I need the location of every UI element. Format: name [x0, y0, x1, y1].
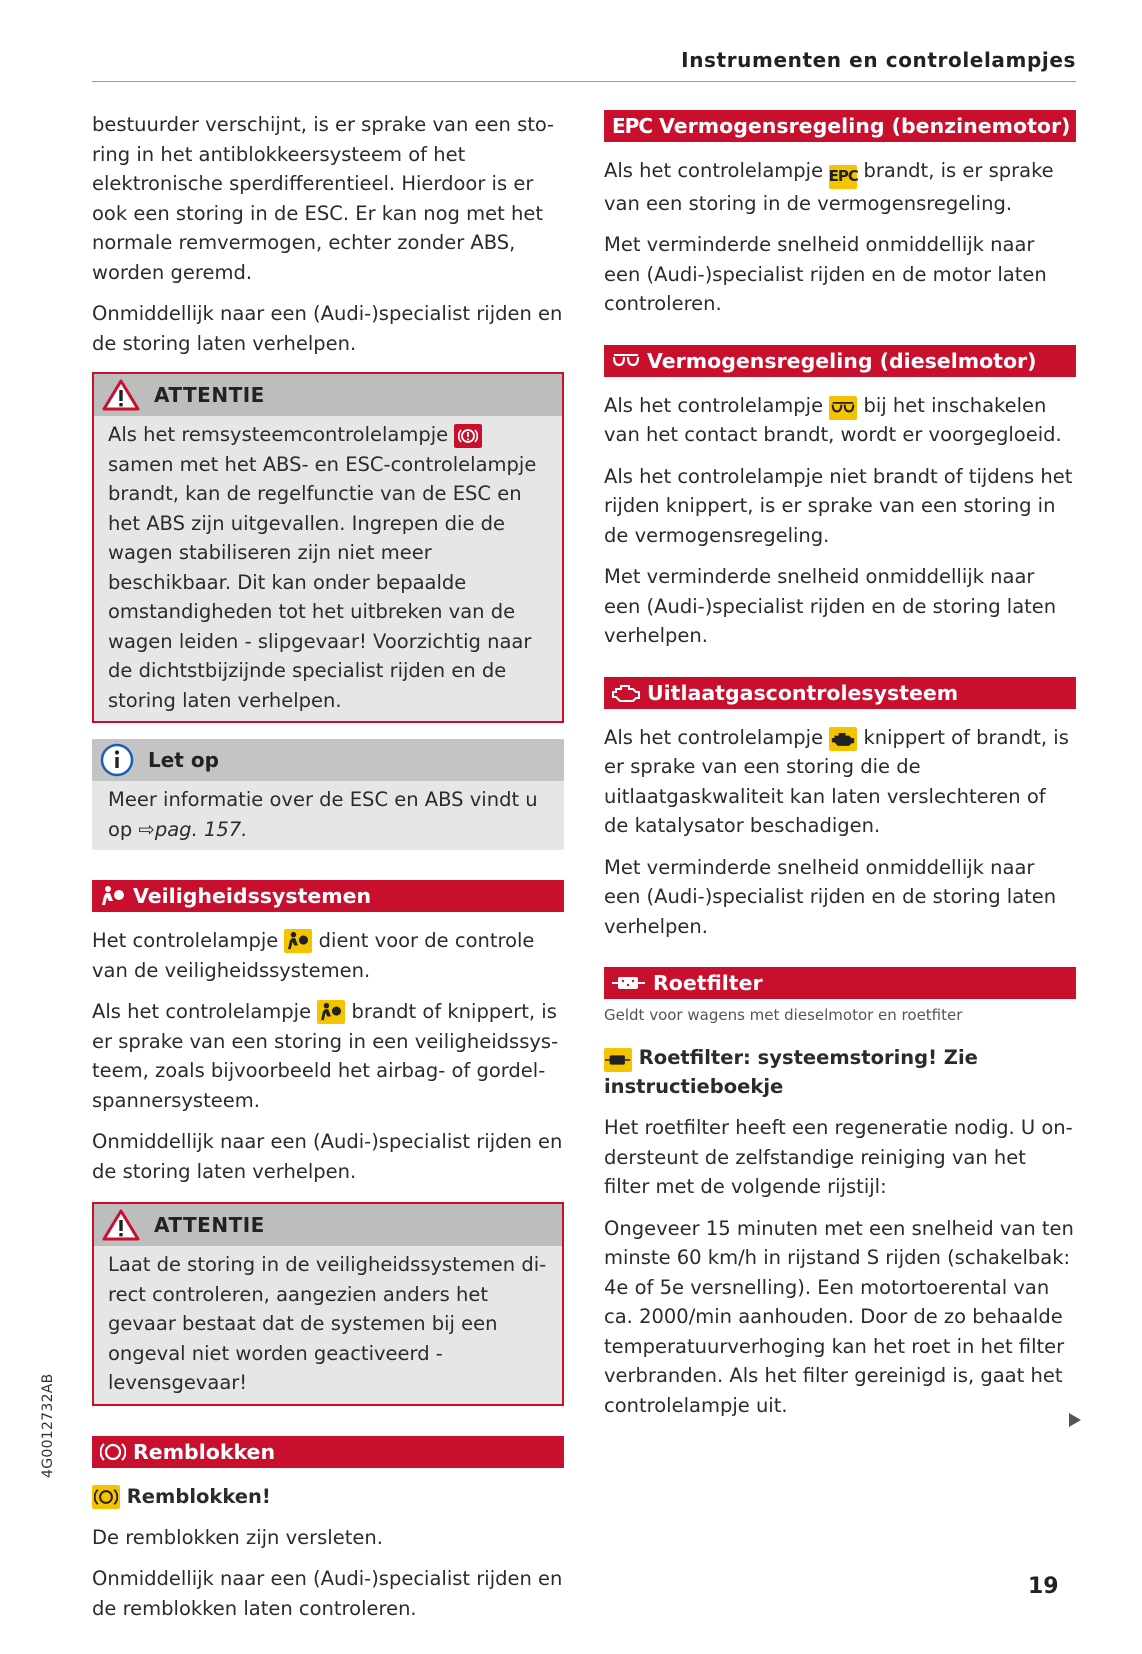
section-header-diesel: Vermogensregeling (dieselmotor)	[604, 345, 1076, 377]
right-column	[604, 110, 1076, 1432]
brake-pad-icon	[100, 1441, 126, 1463]
paragraph: De remblokken zijn versleten.	[92, 1525, 383, 1549]
brake-pad-icon	[92, 1485, 120, 1509]
epc-icon: EPC	[829, 165, 857, 189]
note-box	[92, 739, 564, 850]
attention-text: Laat de storing in de veiligheidssystemen direct controleren, aangezien anders het gevaar bestaat dat de systemen bij een ongeval niet worden geactiveerd - levensgevaar!	[108, 1253, 547, 1394]
attention-box	[92, 372, 564, 723]
running-head: Instrumenten en controlelampjes	[681, 48, 1076, 72]
continue-arrow-icon	[1068, 1412, 1082, 1432]
section-header-brakes: Remblokken	[92, 1436, 564, 1468]
subheading: Roetfilter: systeemstoring! Zie instructieboekje	[604, 1046, 978, 1099]
attention-label: ATTENTIE	[154, 1213, 265, 1237]
document-code: 4G0012732AB	[40, 1373, 56, 1478]
paragraph: Als het controlelampje knippert of brandt, is er sprake van een storing die de uitlaatgaskwaliteit kan laten verslechteren of de katalysator beschadigen.	[604, 725, 1069, 838]
brake-system-warning-icon	[454, 424, 482, 448]
note-label: Let op	[148, 748, 219, 772]
paragraph: Het roetfilter heeft een regeneratie nodig. U ondersteunt de zelfstandige reiniging van het filter met de volgende rijstijl:	[604, 1116, 1073, 1199]
section-header-exhaust: Uitlaatgascontrolesysteem	[604, 677, 1076, 709]
particulate-filter-icon	[604, 1048, 632, 1072]
attention-header	[94, 374, 562, 416]
warning-triangle-icon	[102, 1209, 140, 1241]
paragraph: Onmiddellijk naar een (Audi-)specialist rijden en de remblokken laten controleren.	[92, 1567, 563, 1620]
note-text: Meer informatie over de ESC en ABS vindt u op ⇨pag. 157.	[108, 788, 538, 841]
airbag-icon	[284, 929, 312, 953]
airbag-icon	[317, 1000, 345, 1024]
attention-box	[92, 1202, 564, 1406]
attention-text: Als het remsysteemcontrolelampje samen met het ABS- en ESC-controlelampje brandt, kan de regelfunctie van de ESC en het ABS zijn uitgevallen. Ingrepen die de wagen stabiliseren zijn niet meer beschikbaar. Dit kan onder bepaalde omstandigheden tot het uitbreken van de wagen leiden - slipgevaar! Voorzichtig naar de dichtstbijzijnde specialist rijden en de storing laten verhelpen.	[108, 423, 537, 712]
attention-header	[94, 1204, 562, 1246]
engine-icon	[829, 727, 857, 751]
section-header-dpf: Roetfilter	[604, 967, 1076, 999]
paragraph: Het controlelampje dient voor de controle van de veiligheidssystemen.	[92, 929, 535, 982]
paragraph: bestuurder verschijnt, is er sprake van een storing in het antiblokkeersysteem of het elektronische sperdifferentieel. Hierdoor is er ook een storing in de ESC. Er kan nog met het normale remvermogen, echter zonder ABS, worden geremd.	[92, 113, 554, 284]
page-number: 19	[1028, 1574, 1059, 1599]
glow-plug-icon	[612, 352, 640, 370]
paragraph: Als het controlelampje bij het inschakelen van het contact brandt, wordt er voorgegloeid.	[604, 393, 1062, 447]
paragraph: Met verminderde snelheid onmiddellijk naar een (Audi-)specialist rijden en de motor laten controleren.	[604, 233, 1047, 316]
paragraph: Ongeveer 15 minuten met een snelheid van ten minste 60 km/h in rijstand S rijden (schakelbak: 4e of 5e versnelling). Een motortoerental van ca. 2000/min aanhouden. Door de zo behaalde temperatuurverhoging kan het roet in het filter verbranden. Als het filter gereinigd is, gaat het controlelampje uit.	[604, 1216, 1074, 1417]
attention-label: ATTENTIE	[154, 383, 265, 407]
paragraph: Met verminderde snelheid onmiddellijk naar een (Audi-)specialist rijden en de storing laten verhelpen.	[604, 565, 1057, 648]
engine-icon	[612, 683, 640, 703]
section-header-epc: EPC Vermogensregeling (benzinemotor)	[604, 110, 1076, 142]
info-icon	[100, 743, 134, 777]
applicability-note: Geldt voor wagens met dieselmotor en roetfiter	[604, 1006, 963, 1025]
paragraph: Als het controlelampje EPC brandt, is er sprake van een storing in de vermogensregeling.	[604, 159, 1054, 215]
page-reference-link[interactable]: pag. 157	[154, 817, 242, 841]
particulate-filter-icon	[612, 974, 646, 992]
warning-triangle-icon	[102, 379, 140, 411]
paragraph: Als het controlelampje brandt of knippert, is er sprake van een storing in een veiligheidssysteem, zoals bijvoorbeeld het airbag- of gordelspannersysteem.	[92, 1000, 559, 1112]
paragraph: Onmiddellijk naar een (Audi-)specialist rijden en de storing laten verhelpen.	[92, 302, 563, 355]
paragraph: Met verminderde snelheid onmiddellijk naar een (Audi-)specialist rijden en de storing laten verhelpen.	[604, 855, 1057, 938]
section-header-safety: Veiligheidssystemen	[92, 880, 564, 912]
reference-arrow-icon: ⇨	[138, 817, 155, 841]
epc-icon: EPC	[612, 114, 652, 138]
paragraph: Onmiddellijk naar een (Audi-)specialist rijden en de storing laten verhelpen.	[92, 1130, 563, 1183]
header-rule	[92, 81, 1076, 82]
glow-plug-icon	[829, 396, 857, 420]
paragraph: Als het controlelampje niet brandt of tijdens het rijden knippert, is er sprake van een storing in de vermogensregeling.	[604, 464, 1073, 547]
airbag-icon	[100, 885, 126, 907]
left-column	[92, 110, 564, 1635]
subheading: Remblokken!	[92, 1482, 564, 1511]
note-header	[92, 739, 564, 781]
